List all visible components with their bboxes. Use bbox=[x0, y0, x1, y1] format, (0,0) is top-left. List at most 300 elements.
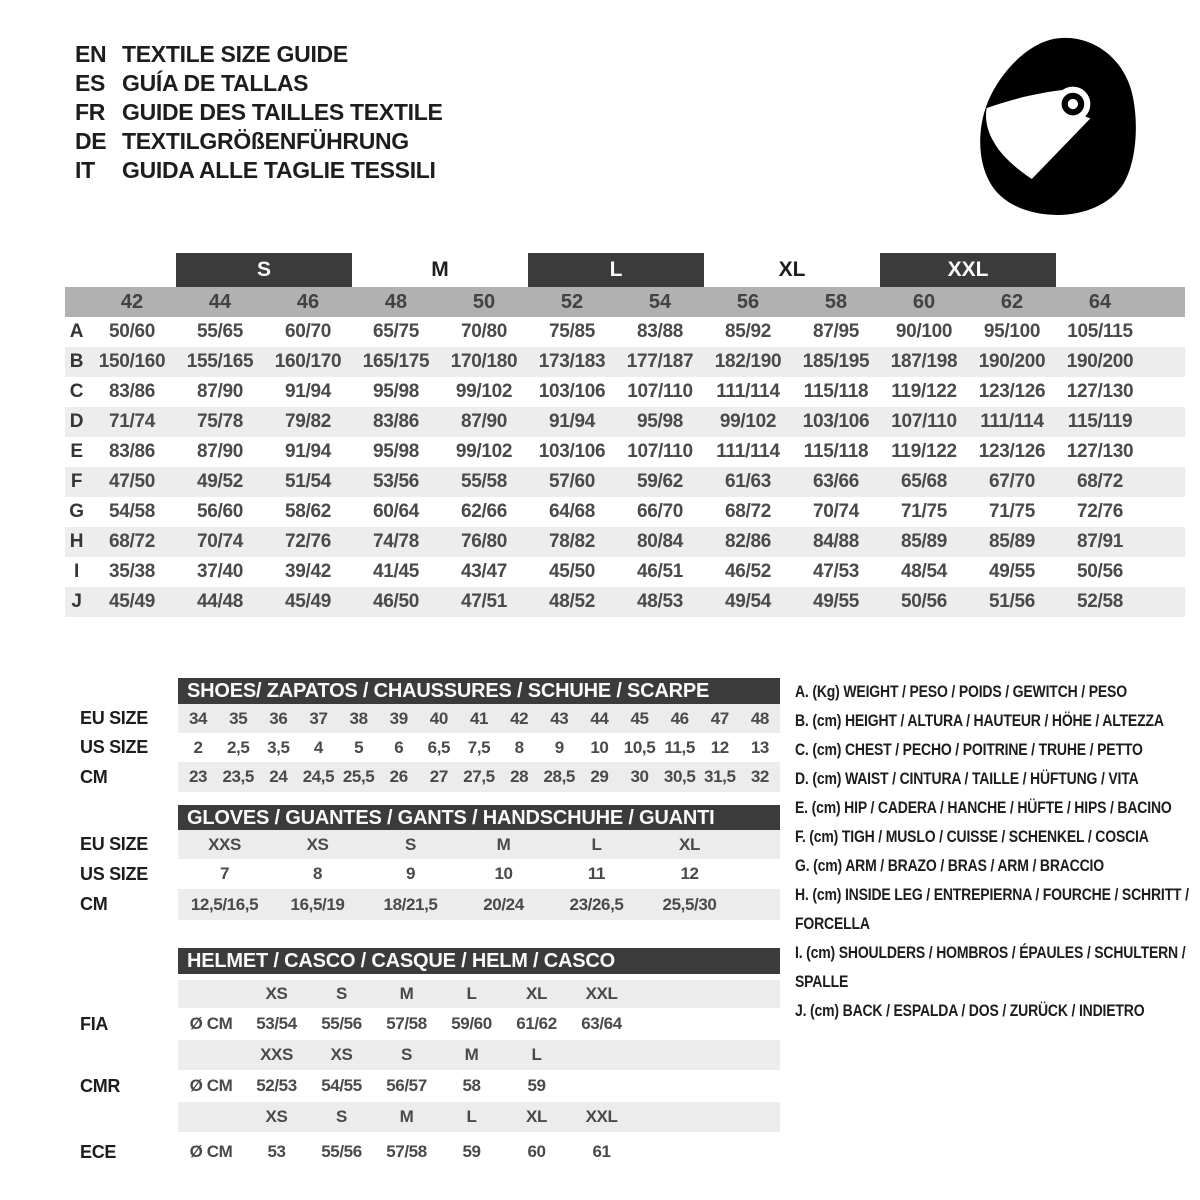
value-cell: 20/24 bbox=[483, 894, 524, 914]
measurement-legend bbox=[795, 678, 1198, 1026]
value-cell: 4 bbox=[313, 737, 323, 757]
value-cell: XXS bbox=[260, 1045, 293, 1064]
size-cell: 165/175 bbox=[362, 351, 430, 372]
value-cell: 11,5 bbox=[664, 737, 695, 757]
size-cell: 185/195 bbox=[802, 351, 870, 372]
size-column-54: 54 bbox=[648, 290, 672, 313]
unit-cell: Ø CM bbox=[189, 1142, 233, 1161]
size-cell: 37/40 bbox=[196, 561, 244, 582]
row-label: EU SIZE bbox=[80, 708, 148, 728]
size-cell: 57/60 bbox=[548, 471, 596, 492]
legend-item-c: C. (cm) CHEST / PECHO / POITRINE / TRUHE / PETTO bbox=[795, 741, 1143, 759]
size-cell: 54/58 bbox=[108, 501, 156, 522]
size-cell: 87/90 bbox=[460, 411, 508, 432]
row-label: US SIZE bbox=[80, 737, 148, 757]
size-cell: 35/38 bbox=[108, 561, 156, 582]
size-cell: 46/50 bbox=[372, 591, 420, 612]
size-cell: 79/82 bbox=[284, 411, 332, 432]
value-cell: L bbox=[591, 834, 602, 854]
size-cell: 123/126 bbox=[978, 441, 1046, 462]
size-cell: 119/122 bbox=[891, 381, 957, 402]
size-cell: 87/91 bbox=[1076, 531, 1124, 552]
value-cell: 30 bbox=[630, 767, 649, 786]
size-cell: 177/187 bbox=[626, 351, 694, 372]
size-cell: 115/118 bbox=[803, 381, 869, 402]
size-cell: 49/55 bbox=[988, 561, 1036, 582]
measurement-row-a bbox=[65, 317, 1185, 347]
value-cell: 45 bbox=[630, 708, 649, 728]
value-cell: 55/56 bbox=[321, 1142, 362, 1161]
value-cell: 24,5 bbox=[302, 767, 335, 786]
size-cell: 107/110 bbox=[891, 411, 957, 432]
value-cell: 44 bbox=[590, 708, 609, 728]
value-cell: 12 bbox=[710, 737, 729, 757]
size-group-m: M bbox=[431, 258, 449, 281]
size-column-56: 56 bbox=[736, 290, 760, 313]
unit-cell bbox=[178, 980, 244, 1008]
size-cell: 47/53 bbox=[812, 561, 860, 582]
gloves-table-title-bar: GLOVES / GUANTES / GANTS / HANDSCHUHE / GUANTI bbox=[178, 805, 780, 831]
gloves-eu-size-row bbox=[65, 830, 780, 859]
size-cell: 95/98 bbox=[372, 441, 420, 462]
value-cell: 29 bbox=[590, 767, 609, 786]
shoes-us-size-row bbox=[65, 733, 780, 762]
size-cell: 52/58 bbox=[1076, 591, 1124, 612]
legend-item-b: B. (cm) HEIGHT / ALTURA / HAUTEUR / HÖHE / ALTEZZA bbox=[795, 712, 1164, 730]
size-cell: 71/75 bbox=[988, 501, 1036, 522]
helmet-ece-row bbox=[65, 1136, 780, 1168]
value-cell: S bbox=[401, 1045, 412, 1064]
language-code: DE bbox=[75, 128, 107, 154]
value-cell: 61 bbox=[592, 1142, 611, 1161]
size-cell: 103/106 bbox=[538, 381, 606, 402]
row-label: CMR bbox=[80, 1075, 121, 1096]
size-cell: 61/63 bbox=[724, 471, 772, 492]
language-title-row bbox=[75, 98, 443, 127]
unit-cell: Ø CM bbox=[189, 1076, 233, 1095]
shoes-table-title-bar: SHOES/ ZAPATOS / CHAUSSURES / SCHUHE / SCARPE bbox=[178, 678, 780, 704]
size-cell: 59/62 bbox=[636, 471, 684, 492]
size-cell: 105/115 bbox=[1067, 321, 1133, 342]
value-cell: 52/53 bbox=[256, 1076, 297, 1095]
language-code: FR bbox=[75, 99, 106, 125]
value-cell: M bbox=[399, 984, 414, 1003]
value-cell: 16,5/19 bbox=[290, 894, 345, 914]
size-group-l: L bbox=[528, 253, 704, 287]
row-letter: A bbox=[69, 321, 84, 342]
value-cell: 53/54 bbox=[256, 1014, 297, 1033]
row-letter: E bbox=[70, 441, 83, 462]
textile-size-table bbox=[65, 253, 1185, 617]
size-group-header-row bbox=[65, 253, 1185, 287]
shoes-eu-size-cells bbox=[178, 704, 780, 733]
row-label bbox=[65, 1102, 178, 1132]
size-column-64: 64 bbox=[1088, 290, 1112, 313]
gloves-us-size-row bbox=[65, 859, 780, 889]
size-cell: 91/94 bbox=[284, 381, 332, 402]
size-cell: 87/95 bbox=[812, 321, 860, 342]
size-cell: 55/65 bbox=[196, 321, 244, 342]
value-cell: M bbox=[496, 834, 511, 854]
size-cell: 78/82 bbox=[548, 531, 596, 552]
helmet-sizes-fia-cells bbox=[178, 980, 780, 1008]
size-cell: 187/198 bbox=[890, 351, 958, 372]
size-column-46: 46 bbox=[296, 290, 320, 313]
value-cell: XS bbox=[330, 1045, 353, 1064]
measurement-row-f bbox=[65, 467, 1185, 497]
guide-title: TEXTILE SIZE GUIDE bbox=[122, 41, 348, 67]
size-cell: 83/86 bbox=[108, 381, 156, 402]
size-cell: 83/86 bbox=[372, 411, 420, 432]
size-cell: 190/200 bbox=[978, 351, 1046, 372]
value-cell: XXS bbox=[208, 834, 241, 854]
size-cell: 50/56 bbox=[900, 591, 948, 612]
size-cell: 51/56 bbox=[988, 591, 1036, 612]
value-cell: 55/56 bbox=[321, 1014, 362, 1033]
size-cell: 190/200 bbox=[1066, 351, 1134, 372]
value-cell: 27,5 bbox=[463, 767, 495, 786]
size-cell: 123/126 bbox=[978, 381, 1046, 402]
value-cell: 6 bbox=[394, 737, 404, 757]
value-cell: 2 bbox=[193, 737, 203, 757]
language-title-row bbox=[75, 40, 443, 69]
size-cell: 48/53 bbox=[636, 591, 684, 612]
size-cell: 115/118 bbox=[803, 441, 869, 462]
size-cell: 45/50 bbox=[548, 561, 596, 582]
size-cell: 49/54 bbox=[724, 591, 772, 612]
value-cell: 10 bbox=[494, 864, 513, 883]
size-group-xxl: XXL bbox=[880, 253, 1056, 287]
value-cell: 12 bbox=[680, 864, 699, 883]
value-cell: 56/57 bbox=[386, 1076, 427, 1095]
size-cell: 85/92 bbox=[724, 321, 772, 342]
value-cell: 60 bbox=[527, 1142, 546, 1161]
corner-spacer bbox=[65, 287, 88, 317]
value-cell: 18/21,5 bbox=[383, 894, 438, 914]
value-cell: 47 bbox=[710, 708, 729, 728]
size-cell: 107/110 bbox=[627, 441, 693, 462]
size-cell: 107/110 bbox=[627, 381, 693, 402]
value-cell: M bbox=[464, 1045, 479, 1064]
row-label: CM bbox=[80, 766, 108, 787]
size-cell: 95/100 bbox=[983, 321, 1041, 342]
size-cell: 75/85 bbox=[548, 321, 596, 342]
value-cell: 53 bbox=[267, 1142, 286, 1161]
legend-item-g: G. (cm) ARM / BRAZO / BRAS / ARM / BRACCIO bbox=[795, 857, 1104, 875]
size-cell: 173/183 bbox=[538, 351, 606, 372]
value-cell: 30,5 bbox=[663, 767, 696, 786]
value-cell: 12,5/16,5 bbox=[190, 894, 259, 914]
size-cell: 150/160 bbox=[98, 351, 166, 372]
racing-helmet-icon bbox=[973, 26, 1143, 216]
value-cell: 63/64 bbox=[581, 1014, 622, 1033]
value-cell: 57/58 bbox=[386, 1014, 427, 1033]
measurement-row-b bbox=[65, 347, 1185, 377]
value-cell: L bbox=[531, 1045, 542, 1064]
size-cell: 70/80 bbox=[460, 321, 508, 342]
value-cell: 23/26,5 bbox=[569, 894, 624, 914]
size-cell: 103/106 bbox=[538, 441, 606, 462]
value-cell: 54/55 bbox=[321, 1076, 362, 1095]
value-cell: 59 bbox=[527, 1076, 546, 1095]
size-cell: 72/76 bbox=[1076, 501, 1124, 522]
legend-item-f: F. (cm) TIGH / MUSLO / CUISSE / SCHENKEL / COSCIA bbox=[795, 828, 1149, 846]
legend-item-i: I. (cm) SHOULDERS / HOMBROS / ÉPAULES / SCHULTERN / SPALLE bbox=[795, 944, 1186, 991]
value-cell: 46 bbox=[670, 708, 689, 728]
size-cell: 83/86 bbox=[108, 441, 156, 462]
size-cell: 71/74 bbox=[108, 411, 156, 432]
size-number-header-row bbox=[65, 287, 1185, 317]
size-cell: 55/58 bbox=[460, 471, 508, 492]
value-cell: 10 bbox=[590, 737, 609, 757]
measurement-row-i bbox=[65, 557, 1185, 587]
value-cell: 48 bbox=[750, 708, 769, 728]
row-letter: J bbox=[71, 591, 82, 612]
row-label: CM bbox=[80, 894, 108, 914]
helmet-sizes-ece-row bbox=[65, 1102, 780, 1132]
value-cell: 23 bbox=[189, 767, 208, 786]
measurement-row-e bbox=[65, 437, 1185, 467]
helmet-table-title-bar: HELMET / CASCO / CASQUE / HELM / CASCO bbox=[178, 948, 780, 974]
gloves-us-size-cells bbox=[178, 859, 780, 889]
size-cell: 53/56 bbox=[372, 471, 420, 492]
helmet-ece-cells bbox=[178, 1136, 780, 1168]
value-cell: 34 bbox=[189, 708, 208, 728]
unit-cell bbox=[178, 1102, 244, 1132]
value-cell: 57/58 bbox=[386, 1142, 427, 1161]
value-cell: 13 bbox=[750, 737, 769, 757]
size-cell: 44/48 bbox=[196, 591, 244, 612]
size-cell: 90/100 bbox=[895, 321, 953, 342]
unit-cell bbox=[178, 1040, 244, 1070]
size-cell: 47/51 bbox=[460, 591, 508, 612]
value-cell: XS bbox=[306, 834, 329, 854]
size-cell: 111/114 bbox=[980, 411, 1044, 432]
value-cell: 23,5 bbox=[222, 767, 254, 786]
size-column-44: 44 bbox=[208, 290, 232, 313]
size-cell: 62/66 bbox=[460, 501, 508, 522]
size-cell: 182/190 bbox=[714, 351, 782, 372]
value-cell: 8 bbox=[514, 737, 524, 757]
size-cell: 60/70 bbox=[284, 321, 332, 342]
size-cell: 82/86 bbox=[724, 531, 772, 552]
row-letter: D bbox=[69, 411, 84, 432]
size-group-xl: XL bbox=[778, 258, 806, 281]
legend-item-a: A. (Kg) WEIGHT / PESO / POIDS / GEWITCH / PESO bbox=[795, 683, 1127, 701]
value-cell: 25,5 bbox=[342, 767, 375, 786]
size-cell: 67/70 bbox=[988, 471, 1036, 492]
size-column-48: 48 bbox=[384, 290, 408, 313]
size-cell: 65/75 bbox=[372, 321, 420, 342]
gloves-eu-size-cells bbox=[178, 830, 780, 859]
measurement-row-h bbox=[65, 527, 1185, 557]
value-cell: 8 bbox=[312, 864, 323, 883]
value-cell: 32 bbox=[750, 767, 769, 786]
language-title-row bbox=[75, 69, 443, 98]
value-cell: 59 bbox=[462, 1142, 481, 1161]
helmet-cmr-cells bbox=[178, 1070, 780, 1102]
value-cell: 38 bbox=[349, 708, 368, 728]
value-cell: 9 bbox=[405, 864, 416, 883]
language-title-list bbox=[75, 40, 443, 185]
row-label bbox=[65, 980, 178, 1008]
helmet-cmr-row bbox=[65, 1070, 780, 1102]
size-cell: 48/52 bbox=[548, 591, 596, 612]
size-cell: 47/50 bbox=[108, 471, 156, 492]
size-cell: 46/51 bbox=[636, 561, 684, 582]
size-cell: 80/84 bbox=[636, 531, 684, 552]
value-cell: 31,5 bbox=[704, 767, 736, 786]
value-cell: 24 bbox=[269, 767, 288, 786]
size-cell: 58/62 bbox=[284, 501, 332, 522]
value-cell: 35 bbox=[229, 708, 248, 728]
helmet-sizes-ece-cells bbox=[178, 1102, 780, 1132]
value-cell: 40 bbox=[429, 708, 448, 728]
value-cell: 28 bbox=[510, 767, 529, 786]
size-cell: 119/122 bbox=[891, 441, 957, 462]
size-cell: 66/70 bbox=[636, 501, 684, 522]
value-cell: 26 bbox=[389, 767, 408, 786]
value-cell: L bbox=[466, 1107, 477, 1126]
size-cell: 85/89 bbox=[988, 531, 1036, 552]
size-column-58: 58 bbox=[824, 290, 848, 313]
size-cell: 70/74 bbox=[196, 531, 244, 552]
value-cell: 5 bbox=[354, 737, 364, 757]
guide-title: GUIDE DES TAILLES TEXTILE bbox=[122, 99, 443, 125]
row-letter: C bbox=[69, 381, 84, 402]
size-cell: 115/119 bbox=[1067, 411, 1133, 432]
size-cell: 48/54 bbox=[900, 561, 948, 582]
size-cell: 49/52 bbox=[196, 471, 244, 492]
size-cell: 127/130 bbox=[1066, 441, 1134, 462]
size-cell: 68/72 bbox=[108, 531, 156, 552]
size-cell: 39/42 bbox=[284, 561, 332, 582]
size-cell: 68/72 bbox=[1076, 471, 1124, 492]
size-column-42: 42 bbox=[120, 290, 144, 313]
language-code: EN bbox=[75, 41, 107, 67]
value-cell: M bbox=[399, 1107, 414, 1126]
size-cell: 111/114 bbox=[716, 441, 780, 462]
value-cell: XXL bbox=[585, 984, 618, 1003]
size-cell: 41/45 bbox=[372, 561, 420, 582]
value-cell: 41 bbox=[469, 708, 489, 728]
size-column-60: 60 bbox=[912, 290, 936, 313]
value-cell: 9 bbox=[554, 737, 564, 757]
value-cell: 3,5 bbox=[267, 737, 290, 757]
size-cell: 155/165 bbox=[186, 351, 254, 372]
size-cell: 72/76 bbox=[284, 531, 332, 552]
size-column-52: 52 bbox=[560, 290, 584, 313]
size-cell: 91/94 bbox=[284, 441, 332, 462]
gloves-cm-cells bbox=[178, 889, 780, 920]
legend-item-j: J. (cm) BACK / ESPALDA / DOS / ZURÜCK / INDIETRO bbox=[795, 1002, 1145, 1020]
size-column-62: 62 bbox=[1000, 290, 1024, 313]
value-cell: 43 bbox=[550, 708, 569, 728]
value-cell: 7,5 bbox=[467, 737, 491, 757]
value-cell: 59/60 bbox=[451, 1014, 492, 1033]
measurement-row-g bbox=[65, 497, 1185, 527]
value-cell: XS bbox=[265, 1107, 288, 1126]
value-cell: 2,5 bbox=[226, 737, 250, 757]
size-cell: 51/54 bbox=[284, 471, 332, 492]
value-cell: L bbox=[466, 984, 477, 1003]
measurement-row-j bbox=[65, 587, 1185, 617]
size-cell: 64/68 bbox=[548, 501, 596, 522]
row-letter: H bbox=[69, 531, 84, 552]
row-letter: B bbox=[69, 351, 84, 372]
value-cell: XL bbox=[526, 984, 547, 1003]
shoes-cm-row bbox=[65, 762, 780, 792]
value-cell: 11 bbox=[587, 864, 606, 883]
language-title-row bbox=[75, 127, 443, 156]
legend-item-e: E. (cm) HIP / CADERA / HANCHE / HÜFTE / HIPS / BACINO bbox=[795, 799, 1172, 817]
shoes-us-size-cells bbox=[178, 733, 780, 762]
shoes-eu-size-row bbox=[65, 704, 780, 733]
size-cell: 43/47 bbox=[460, 561, 508, 582]
size-cell: 160/170 bbox=[274, 351, 342, 372]
row-label: FIA bbox=[80, 1013, 109, 1034]
guide-title: TEXTILGRÖßENFÜHRUNG bbox=[122, 128, 409, 154]
value-cell: 61/62 bbox=[516, 1014, 557, 1033]
legend-item-d: D. (cm) WAIST / CINTURA / TAILLE / HÜFTUNG / VITA bbox=[795, 770, 1139, 788]
size-cell: 95/98 bbox=[636, 411, 684, 432]
size-cell: 46/52 bbox=[724, 561, 772, 582]
size-cell: 68/72 bbox=[724, 501, 772, 522]
size-cell: 49/55 bbox=[812, 591, 860, 612]
value-cell: 39 bbox=[389, 708, 408, 728]
value-cell: 28,5 bbox=[543, 767, 575, 786]
value-cell: S bbox=[405, 834, 416, 854]
value-cell: 42 bbox=[510, 708, 529, 728]
value-cell: 58 bbox=[462, 1076, 481, 1095]
value-cell: 10,5 bbox=[623, 737, 656, 757]
size-cell: 50/56 bbox=[1076, 561, 1124, 582]
size-cell: 95/98 bbox=[372, 381, 420, 402]
size-cell: 99/102 bbox=[455, 441, 513, 462]
size-group-s: S bbox=[176, 253, 352, 287]
helmet-fia-row bbox=[65, 1008, 780, 1040]
size-cell: 45/49 bbox=[108, 591, 156, 612]
gloves-cm-row bbox=[65, 889, 780, 920]
size-cell: 127/130 bbox=[1066, 381, 1134, 402]
size-cell: 84/88 bbox=[812, 531, 860, 552]
size-cell: 87/90 bbox=[196, 441, 244, 462]
value-cell: XS bbox=[265, 984, 288, 1003]
size-cell: 65/68 bbox=[900, 471, 948, 492]
guide-title: GUÍA DE TALLAS bbox=[122, 70, 309, 96]
size-cell: 83/88 bbox=[636, 321, 684, 342]
value-cell: 27 bbox=[429, 767, 448, 786]
measurement-row-d bbox=[65, 407, 1185, 437]
row-letter: I bbox=[74, 561, 79, 582]
row-label: ECE bbox=[80, 1141, 117, 1162]
row-label: EU SIZE bbox=[80, 834, 148, 854]
size-cell: 74/78 bbox=[372, 531, 420, 552]
size-cell: 99/102 bbox=[455, 381, 513, 402]
size-cell: 111/114 bbox=[716, 381, 780, 402]
value-cell: 37 bbox=[309, 708, 328, 728]
size-column-50: 50 bbox=[472, 290, 496, 313]
size-cell: 50/60 bbox=[108, 321, 156, 342]
language-code: ES bbox=[75, 70, 106, 96]
value-cell: S bbox=[336, 984, 347, 1003]
value-cell: XXL bbox=[585, 1107, 618, 1126]
size-cell: 85/89 bbox=[900, 531, 948, 552]
size-cell: 60/64 bbox=[372, 501, 420, 522]
language-title-row bbox=[75, 156, 443, 185]
size-cell: 99/102 bbox=[719, 411, 777, 432]
size-cell: 71/75 bbox=[900, 501, 948, 522]
